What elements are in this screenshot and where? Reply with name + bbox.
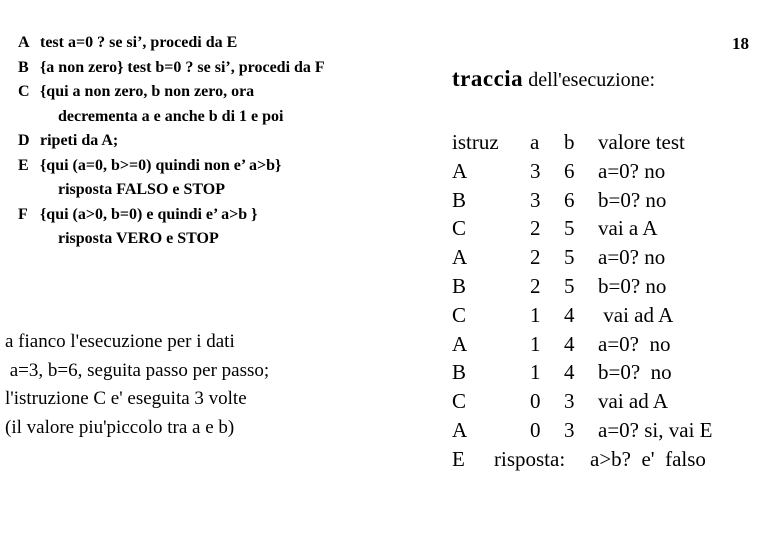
trace-instr: A [452, 245, 468, 270]
trace-test: vai ad A [598, 389, 668, 414]
page-number: 18 [732, 34, 749, 53]
trace-a: 2 [530, 273, 541, 298]
explanation-line: (il valore piu'piccolo tra a e b) [5, 416, 235, 438]
trace-title-bold: traccia [452, 66, 524, 91]
trace-title-rest: dell'esecuzione: [523, 69, 656, 91]
trace-instr: B [452, 187, 467, 212]
trace-a: 1 [530, 331, 541, 356]
step-label: A [18, 34, 30, 51]
trace-b: 6 [564, 158, 575, 183]
explanation-line: a=3, b=6, seguita passo per passo; [5, 359, 270, 381]
trace-b: 5 [564, 273, 575, 298]
trace-instr: A [452, 158, 468, 183]
step-text: ripeti da A; [40, 132, 119, 149]
trace-test: b=0? no [598, 273, 667, 298]
trace-test: a=0? no [598, 245, 666, 270]
explanation-text [5, 328, 269, 442]
trace-instr: C [452, 389, 467, 414]
step-text: {qui (a>0, b=0) e quindi e’ a>b } [40, 205, 258, 223]
step-label: B [18, 58, 29, 76]
final-response-label: risposta: [494, 446, 566, 471]
step-label: E [18, 156, 29, 174]
explanation-line: a fianco l'esecuzione per i dati [5, 331, 235, 352]
trace-b: 3 [564, 389, 575, 414]
trace-title [452, 66, 655, 92]
trace-b: 4 [564, 302, 575, 327]
trace-a: 0 [530, 389, 541, 414]
trace-b: 4 [564, 331, 575, 356]
trace-a: 1 [530, 360, 541, 385]
trace-test: vai a A [598, 216, 658, 241]
step-label: C [18, 83, 30, 100]
step-label: F [18, 205, 28, 223]
trace-a: 1 [530, 302, 541, 327]
explanation-line: l'istruzione C e' eseguita 3 volte [5, 388, 247, 409]
trace-test: a=0? no [598, 158, 666, 183]
trace-instr: B [452, 360, 467, 385]
header-b: b [564, 130, 575, 154]
step-text: {qui (a=0, b>=0) quindi non e’ a>b} [40, 156, 282, 174]
trace-b: 5 [564, 216, 575, 241]
trace-instr: A [452, 417, 468, 442]
step-text: {qui a non zero, b non zero, ora [40, 83, 255, 100]
step-text: {a non zero} test b=0 ? se si’, procedi da F [40, 58, 325, 76]
step-label: D [18, 132, 30, 149]
trace-b: 5 [564, 245, 575, 270]
trace-b: 3 [564, 417, 575, 442]
trace-instr: B [452, 273, 467, 298]
step-text: risposta VERO e STOP [58, 230, 219, 247]
trace-test: vai ad A [598, 302, 674, 327]
trace-b: 4 [564, 360, 575, 385]
step-text: risposta FALSO e STOP [58, 181, 225, 198]
step-text: decrementa a e anche b di 1 e poi [58, 107, 284, 125]
trace-instr: A [452, 331, 468, 356]
trace-instr: C [452, 302, 467, 327]
header-a: a [530, 130, 540, 154]
trace-a: 3 [530, 187, 541, 212]
trace-instr: C [452, 216, 467, 241]
trace-a: 0 [530, 417, 541, 442]
trace-test: a=0? no [598, 331, 671, 356]
trace-test: a=0? si, vai E [598, 417, 713, 442]
header-test: valore test [598, 130, 685, 154]
header-instr: istruz [452, 130, 499, 154]
trace-a: 3 [530, 158, 541, 183]
trace-a: 2 [530, 216, 541, 241]
final-instr: E [452, 446, 465, 471]
trace-b: 6 [564, 187, 575, 212]
trace-test: b=0? no [598, 187, 667, 212]
trace-a: 2 [530, 245, 541, 270]
step-text: test a=0 ? se si’, procedi da E [40, 34, 238, 51]
final-test: a>b? e' falso [590, 446, 706, 471]
trace-test: b=0? no [598, 360, 672, 385]
